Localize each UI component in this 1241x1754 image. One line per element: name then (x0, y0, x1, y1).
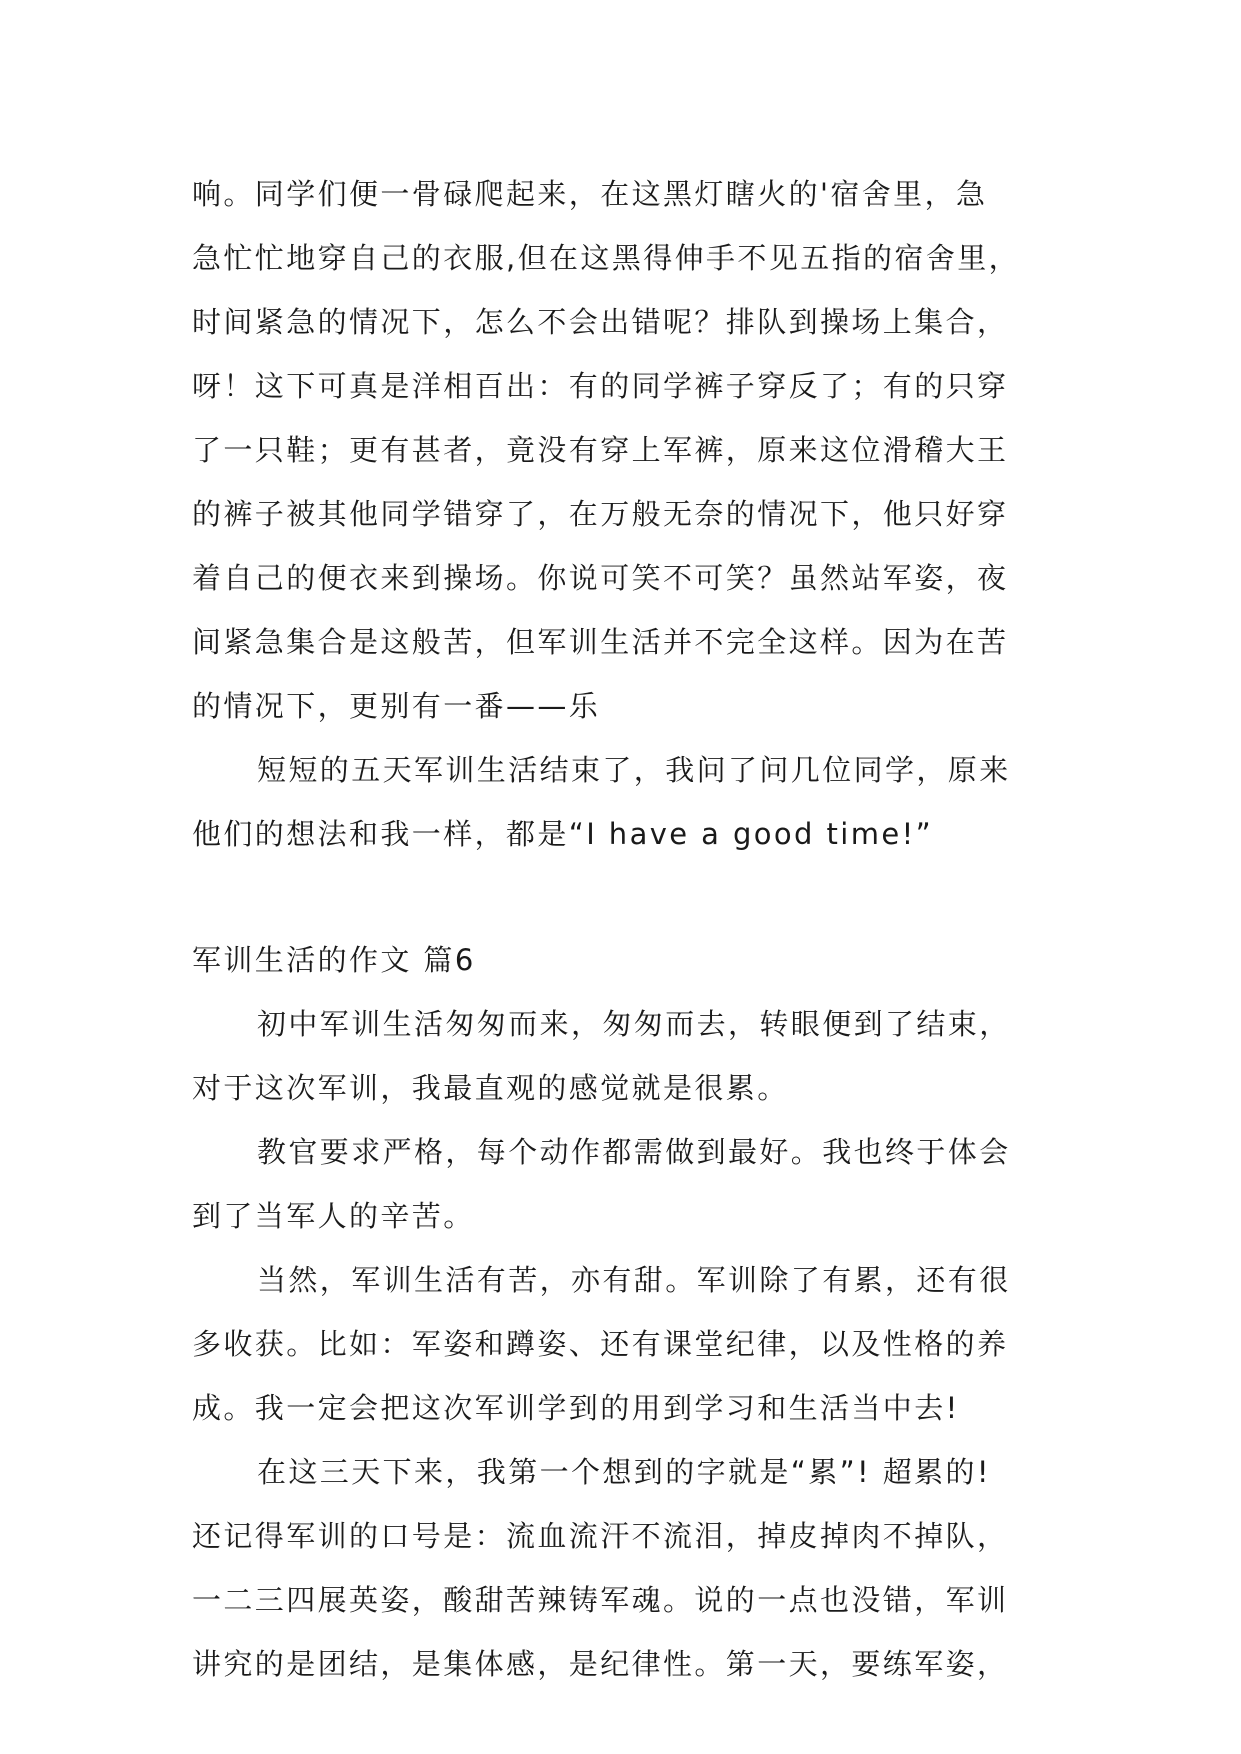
text-line: 成。我一定会把这次军训学到的用到学习和生活当中去! (192, 1391, 960, 1425)
paragraph (192, 992, 1092, 1120)
text-line: 短短的五天军训生活结束了，我问了问几位同学，原来 (257, 753, 1011, 787)
text-line: 的裤子被其他同学错穿了，在万般无奈的情况下，他只好穿 (192, 497, 1009, 531)
document-body (192, 162, 1092, 1696)
text-line: 了一只鞋；更有甚者，竟没有穿上军裤，原来这位滑稽大王 (192, 433, 1009, 467)
section-heading: 军训生活的作文 篇6 (192, 943, 476, 977)
text-line: 在这三天下来，我第一个想到的字就是“累”! 超累的! (257, 1455, 991, 1489)
text-line: 他们的想法和我一样，都是“I have a good time!” (192, 817, 934, 851)
text-line: 多收获。比如：军姿和蹲姿、还有课堂纪律，以及性格的养 (192, 1327, 1009, 1361)
paragraph-closing (192, 738, 1092, 866)
paragraph-continued (192, 162, 1092, 738)
paragraph (192, 1248, 1092, 1440)
text-line: 初中军训生活匆匆而来，匆匆而去，转眼便到了结束， (257, 1007, 1011, 1041)
text-line: 的情况下，更别有一番——乐 (192, 689, 601, 723)
paragraph (192, 1440, 1092, 1696)
section-spacer (192, 866, 1092, 928)
text-line: 一二三四展英姿，酸甜苦辣铸军魂。说的一点也没错，军训 (192, 1583, 1009, 1617)
text-line: 还记得军训的口号是：流血流汗不流泪，掉皮掉肉不掉队， (192, 1519, 1009, 1553)
text-line: 讲究的是团结，是集体感，是纪律性。第一天，要练军姿， (192, 1647, 1009, 1681)
text-line: 响。同学们便一骨碌爬起来，在这黑灯瞎火的'宿舍里，急 (192, 177, 988, 211)
text-line: 时间紧急的情况下，怎么不会出错呢？排队到操场上集合， (192, 305, 1009, 339)
text-line: 急忙忙地穿自己的衣服,但在这黑得伸手不见五指的宿舍里， (192, 241, 1021, 275)
text-line: 呀！这下可真是洋相百出：有的同学裤子穿反了；有的只穿 (192, 369, 1009, 403)
text-line: 着自己的便衣来到操场。你说可笑不可笑？虽然站军姿，夜 (192, 561, 1009, 595)
text-line: 教官要求严格，每个动作都需做到最好。我也终于体会 (257, 1135, 1011, 1169)
text-line: 到了当军人的辛苦。 (192, 1199, 475, 1233)
text-line: 当然，军训生活有苦，亦有甜。军训除了有累，还有很 (257, 1263, 1011, 1297)
text-line: 间紧急集合是这般苦，但军训生活并不完全这样。因为在苦 (192, 625, 1009, 659)
paragraph (192, 1120, 1092, 1248)
text-line: 对于这次军训，我最直观的感觉就是很累。 (192, 1071, 789, 1105)
